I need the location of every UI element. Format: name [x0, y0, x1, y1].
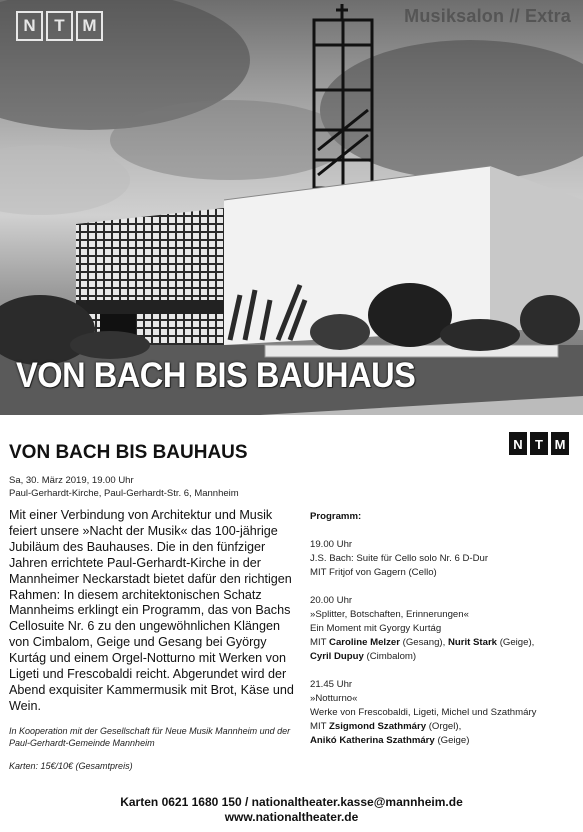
event-title: VON BACH BIS BAUHAUS [9, 442, 248, 463]
program-performers [310, 636, 580, 650]
logo-letter: T [530, 432, 548, 455]
logo-letter: M [76, 11, 103, 41]
program-block [310, 678, 580, 748]
church-photo-illustration [0, 0, 583, 415]
ntm-logo [16, 11, 103, 41]
program-time: 21.45 Uhr [310, 679, 353, 690]
performer-role: (Cimbalom) [366, 651, 417, 662]
performers-prefix: MIT [310, 637, 327, 648]
logo-letter: T [46, 11, 73, 41]
performer-name: Nurit Stark [447, 637, 498, 648]
logo-letter: M [551, 432, 569, 455]
program-subtitle: Ein Moment mit Gyorgy Kurtág [310, 623, 442, 634]
performers-prefix: MIT [310, 567, 327, 578]
logo-letter: N [16, 11, 43, 41]
performer-role: (Geige), [499, 637, 535, 648]
performer-name: Anikó Katherina Szathmáry [310, 735, 435, 746]
ticket-price: Karten: 15€/10€ (Gesamtpreis) [9, 761, 133, 771]
event-description: Mit einer Verbindung von Architektur und Musik feiert unsere »Nacht der Musik« das 100-jährige Jubiläum des Bauhauses. Die in den fünfziger Jahren errichtete Paul-Gerhardt-Kirche in der Mannheimer Neckarstadt bietet dafür den richtigen Rahmen: In diesem architektonischen Schatz Mannheims erklingt ein Programm, das von Bachs Cellosuite Nr. 6 zu den ungewöhnlichen Klängen von Cimbalom, Geige und Gesang bei György Kurtág und einem Orgel-Notturno mit Werken von Ligeti und Frescobaldi reicht. Abgerundet wird der Abend exquisiter Kammermusik mit Brot, Käse und Wein. [9, 508, 294, 713]
program-heading: Programm: [310, 511, 362, 522]
event-venue: Paul-Gerhardt-Kirche, Paul-Gerhardt-Str. 6, Mannheim [9, 488, 239, 499]
program-subtitle: Werke von Frescobaldi, Ligeti, Michel und Szathmáry [310, 707, 537, 718]
program-performers-cont [310, 734, 580, 748]
logo-letter: N [509, 432, 527, 455]
hero-title: VON BACH BIS BAUHAUS [16, 356, 416, 395]
performer-name: Cyril Dupuy [310, 651, 364, 662]
performers-prefix: MIT [310, 721, 327, 732]
ntm-logo-small [509, 432, 569, 455]
performer-role: (Orgel), [428, 721, 462, 732]
header-photo [0, 0, 583, 415]
contact-line[interactable]: Karten 0621 1680 150 / nationaltheater.kasse@mannheim.de [120, 795, 463, 809]
program-work: »Notturno« [310, 693, 358, 704]
program-time: 19.00 Uhr [310, 539, 353, 550]
program-block [310, 594, 580, 664]
program-block [310, 538, 580, 580]
program-work: »Splitter, Botschaften, Erinnerungen« [310, 609, 469, 620]
program-section [310, 510, 580, 748]
event-date: Sa, 30. März 2019, 19.00 Uhr [9, 475, 134, 486]
performer-name: Caroline Melzer [329, 637, 400, 648]
program-performers [310, 720, 580, 734]
cooperation-note: In Kooperation mit der Gesellschaft für Neue Musik Mannheim und der Paul-Gerhardt-Gemeinde Mannheim [9, 726, 291, 748]
performers-list: Fritjof von Gagern (Cello) [329, 567, 437, 578]
series-label: Musiksalon // Extra [404, 6, 571, 26]
program-performers-cont [310, 650, 580, 664]
performer-name: Zsigmond Szathmáry [329, 721, 427, 732]
website-link[interactable]: www.nationaltheater.de [224, 810, 359, 824]
program-time: 20.00 Uhr [310, 595, 353, 606]
event-meta [9, 474, 239, 500]
program-work: J.S. Bach: Suite für Cello solo Nr. 6 D-Dur [310, 553, 489, 564]
program-performers [310, 566, 580, 580]
performer-role: (Geige) [437, 735, 470, 746]
performer-role: (Gesang), [402, 637, 446, 648]
